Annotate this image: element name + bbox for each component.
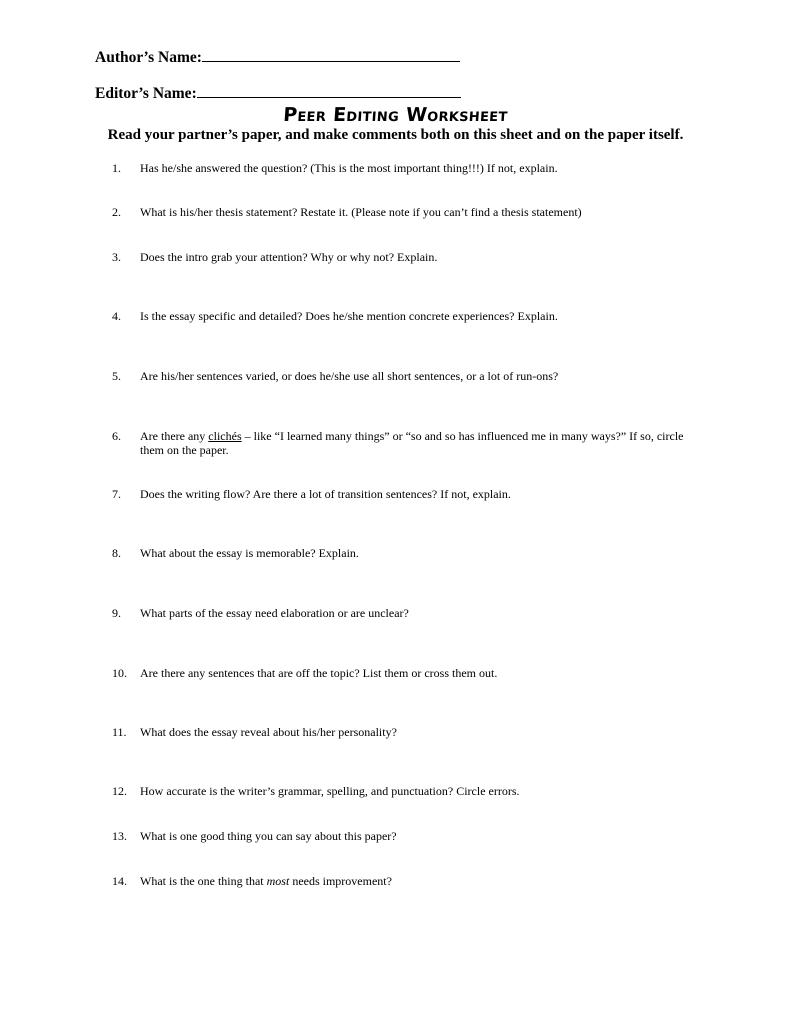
question-text: What about the essay is memorable? Explain.	[140, 546, 359, 560]
question-number: 13.	[112, 829, 127, 843]
question-text: Is the essay specific and detailed? Does he/she mention concrete experiences? Explain.	[140, 309, 558, 323]
page-title: Peer Editing Worksheet	[282, 104, 509, 126]
question-text: What is his/her thesis statement? Restate it. (Please note if you can’t find a thesis statement)	[140, 205, 582, 219]
question-text: Does the intro grab your attention? Why or why not? Explain.	[140, 250, 438, 264]
question-item	[112, 546, 702, 560]
question-text	[140, 874, 702, 888]
question-number: 14.	[112, 874, 127, 888]
question-item	[112, 250, 702, 264]
question-number: 6.	[112, 429, 121, 443]
question-item	[112, 309, 702, 323]
question-item	[112, 725, 702, 739]
question-number: 4.	[112, 309, 121, 323]
question-text: Are there any sentences that are off the topic? List them or cross them out.	[140, 666, 498, 680]
question-number: 1.	[112, 161, 121, 175]
question-item	[112, 487, 702, 501]
question-text-part: What is the one thing that	[140, 874, 267, 888]
question-number: 10.	[112, 666, 127, 680]
question-item	[112, 784, 702, 798]
question-text: Does the writing flow? Are there a lot of transition sentences? If not, explain.	[140, 487, 511, 501]
question-text: Are his/her sentences varied, or does he/she use all short sentences, or a lot of run-ons?	[140, 369, 559, 383]
question-item	[112, 606, 702, 620]
question-text-part: – like “I learned many things” or “so and so has influenced me in many ways?” If so, circle them on the paper.	[140, 429, 684, 457]
instructions-text: Read your partner’s paper, and make comments both on this sheet and on the paper itself.	[107, 127, 684, 143]
editor-name-field[interactable]	[95, 83, 461, 103]
question-item	[112, 829, 702, 843]
author-name-label: Author’s Name:	[95, 49, 202, 66]
question-text-part: Are there any	[140, 429, 209, 443]
question-item	[112, 161, 702, 175]
author-name-line[interactable]	[202, 47, 460, 62]
question-number: 12.	[112, 784, 127, 798]
question-number: 7.	[112, 487, 121, 501]
question-item	[112, 666, 702, 680]
question-number: 8.	[112, 546, 121, 560]
question-text: How accurate is the writer’s grammar, spelling, and punctuation? Circle errors.	[140, 784, 520, 798]
editor-name-line[interactable]	[197, 83, 461, 98]
question-item	[112, 205, 702, 219]
cliches-underlined-word: clichés	[208, 429, 242, 443]
question-item	[112, 874, 702, 888]
question-item	[112, 429, 702, 457]
question-text-part: needs improvement?	[289, 874, 392, 888]
question-number: 2.	[112, 205, 121, 219]
question-number: 9.	[112, 606, 121, 620]
editor-name-label: Editor’s Name:	[95, 85, 197, 102]
question-number: 5.	[112, 369, 121, 383]
question-text: What parts of the essay need elaboration or are unclear?	[140, 606, 409, 620]
question-text: Has he/she answered the question? (This is the most important thing!!!) If not, explain.	[140, 161, 558, 175]
question-text	[140, 429, 702, 457]
question-number: 11.	[112, 725, 127, 739]
most-italic-word: most	[266, 874, 290, 888]
author-name-field[interactable]	[95, 47, 460, 67]
question-text: What does the essay reveal about his/her personality?	[140, 725, 397, 739]
question-item	[112, 369, 702, 383]
question-text: What is one good thing you can say about this paper?	[140, 829, 397, 843]
question-number: 3.	[112, 250, 121, 264]
